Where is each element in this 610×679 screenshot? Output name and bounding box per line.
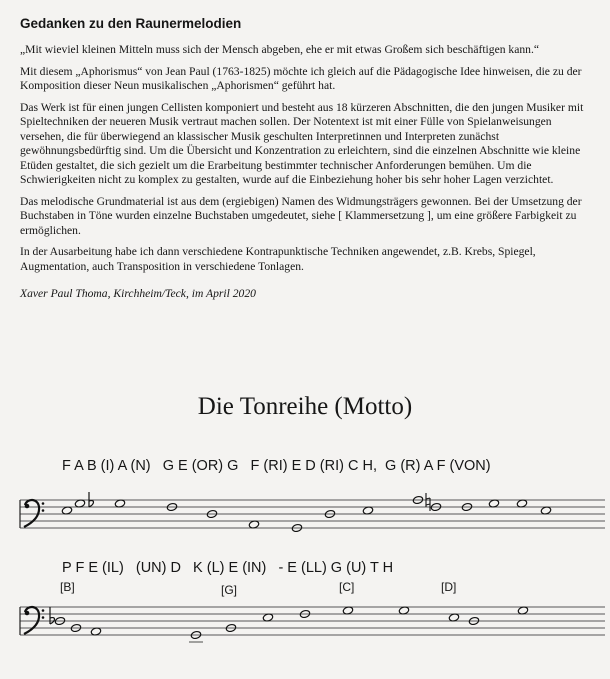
flat-sign-icon bbox=[89, 492, 94, 507]
aphorism-paragraph: Mit diesem „Aphorismus“ von Jean Paul (1763-1825) möchte ich gleich auf die Pädagogische Idee hinweisen, die zu der Komposition dieser Neun musikalischen „Aphorismen“ geführt hat. bbox=[20, 64, 582, 92]
tone-row-letters-1: F A B (I) A (N) G E (OR) G F (RI) E D (RI) C H, G (R) A F (VON) bbox=[62, 458, 491, 474]
document-heading: Gedanken zu den Raunermelodien bbox=[20, 16, 242, 31]
bass-clef-icon bbox=[24, 607, 44, 634]
foreword-text bbox=[20, 43, 595, 281]
substitution-bracket-d: [D] bbox=[441, 580, 457, 594]
natural-sign-icon bbox=[426, 493, 430, 511]
substitution-bracket-b: [B] bbox=[60, 580, 75, 594]
tone-row-letters-2: P F E (IL) (UN) D K (L) E (IN) - E (LL) G (U) T H bbox=[62, 560, 394, 576]
flat-sign-icon bbox=[50, 607, 55, 624]
staff-1 bbox=[0, 490, 610, 540]
work-description-paragraph: Das Werk ist für einen jungen Cellisten komponiert und besteht aus 18 kürzeren Abschnitten, die den jungen Musiker mit Spieltechniken der neueren Musik vertraut machen sollen. Der Notentext ist mit einer Fülle von Spielanweisungen versehen, die für überwiegend an klassischer Musik geschulten Interpretinnen und Interpreten zunächst gewöhnungsbedürftig sind. Um die Übersicht und Konzentration zu erleichtern, sind die einzelnen Abschnitte wie kleine Etüden gestaltet, die sich gezielt um die Erarbeitung bestimmter technischer Anforderungen bemühen. Um die Schwierigkeiten nicht zu komplex zu gestalten, wurde auf die Einbeziehung hoher bis sehr hoher Lagen verzichtet. bbox=[20, 100, 584, 186]
bass-clef-icon bbox=[24, 500, 44, 527]
substitution-bracket-c: [C] bbox=[339, 580, 355, 594]
tone-row-title: Die Tonreihe (Motto) bbox=[197, 393, 413, 420]
staff-2 bbox=[0, 597, 610, 657]
techniques-paragraph: In der Ausarbeitung habe ich dann verschiedene Kontrapunktische Techniken angewendet, z.B. Krebs, Spiegel, Augmentation, auch Transposition in verschiedene Tonlagen. bbox=[20, 245, 536, 273]
material-paragraph: Das melodische Grundmaterial ist aus dem (ergiebigen) Namen des Widmungsträgers gewonnen. Bei der Umsetzung der Buchstaben in Töne wurden einzelne Buchstaben umgedeutet, siehe [ Klammersetzung ], um eine größere Farbigkeit zu ermöglichen. bbox=[20, 194, 582, 237]
author-signature: Xaver Paul Thoma, Kirchheim/Teck, im April 2020 bbox=[20, 287, 256, 300]
substitution-bracket-g: [G] bbox=[221, 583, 238, 597]
quote-paragraph: „Mit wieviel kleinen Mitteln muss sich der Mensch abgeben, ehe er mit etwas Großem sich beschäftigen kann.“ bbox=[20, 43, 539, 56]
